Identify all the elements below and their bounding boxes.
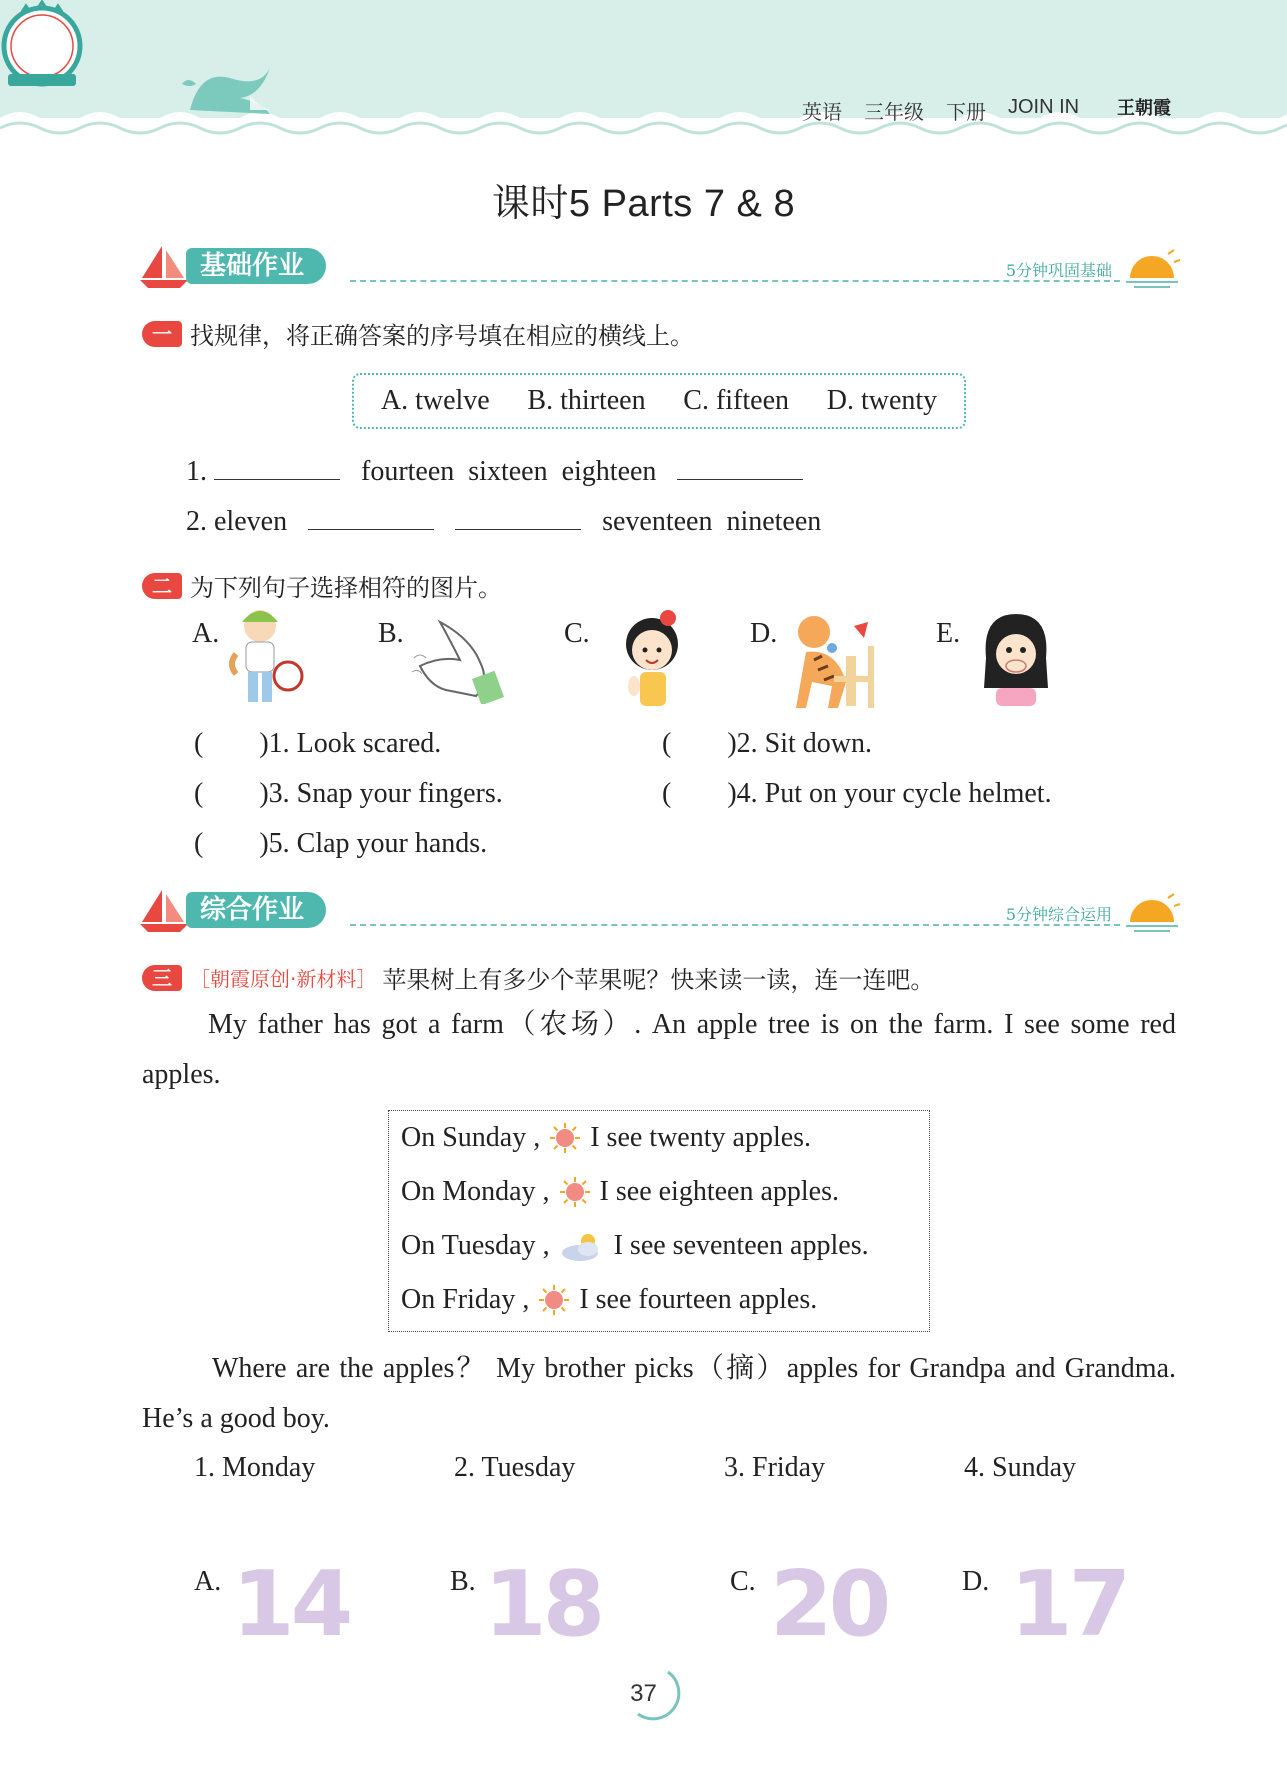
- q2-item-1[interactable]: [194, 728, 441, 760]
- match-option-3[interactable]: 3. Friday: [724, 1452, 826, 1483]
- sun-icon: [558, 1175, 592, 1209]
- section-label-comprehensive: 综合作业: [186, 892, 326, 928]
- sunrise-icon: [1124, 892, 1180, 936]
- header-band: [0, 0, 1287, 150]
- q1-line-1: [186, 456, 803, 488]
- question-number: 二: [142, 573, 182, 599]
- day-label: On Tuesday ,: [401, 1230, 550, 1261]
- header-subject: 英语: [802, 102, 842, 124]
- answer-blank[interactable]: [455, 508, 581, 530]
- section-bar-basic: [140, 244, 1180, 292]
- answer-label-d: D.: [962, 1566, 990, 1597]
- answer-number-d[interactable]: 17: [1010, 1552, 1128, 1657]
- q2-item-5[interactable]: [194, 828, 487, 860]
- cloudy-icon: [558, 1229, 606, 1263]
- picture-label-a: A.: [192, 618, 220, 649]
- snapping-fingers-icon: [410, 618, 506, 704]
- sentence-text: ( )2. Sit down.: [662, 728, 872, 759]
- sailboat-icon: [140, 888, 190, 934]
- section-divider: [350, 280, 1120, 282]
- question-instruction: 为下列句子选择相符的图片。: [190, 574, 502, 602]
- question-instruction: 苹果树上有多少个苹果呢？快来读一读，连一连吧。: [382, 966, 935, 994]
- question-number: 三: [142, 965, 182, 991]
- sentence-text: ( )4. Put on your cycle helmet.: [662, 778, 1052, 809]
- question-3-header: [142, 960, 934, 995]
- sentence-text: ( )5. Clap your hands.: [194, 828, 488, 859]
- choice-box: [352, 373, 966, 429]
- day-sentence: I see seventeen apples.: [613, 1230, 869, 1261]
- question-tag: ［朝霞原创·新材料］: [190, 967, 377, 991]
- brand-logo-text: 王朝霞: [1117, 98, 1171, 119]
- choice-a: A. twelve: [380, 385, 490, 416]
- answer-blank[interactable]: [677, 458, 803, 480]
- day-label: On Monday ,: [401, 1176, 550, 1207]
- day-row-sunday: [401, 1121, 811, 1155]
- answer-number-a[interactable]: 14: [232, 1552, 350, 1657]
- q1-line-2: [186, 506, 821, 538]
- scared-girl-icon: [978, 608, 1054, 712]
- page-title: 课时5 Parts 7 & 8: [491, 183, 796, 225]
- answer-label-b: B.: [450, 1566, 476, 1597]
- q2-item-2[interactable]: [662, 728, 872, 760]
- answer-number-c[interactable]: 20: [770, 1552, 888, 1657]
- question-number: 一: [142, 321, 182, 347]
- question-2-header: [142, 568, 502, 603]
- passage-intro: My father has got a farm（农场）. An apple tree is on the farm. I see some red apples.: [142, 1009, 1176, 1090]
- answer-label-a: A.: [194, 1566, 222, 1597]
- sequence-end: seventeen nineteen: [602, 506, 822, 537]
- match-option-2[interactable]: 2. Tuesday: [454, 1452, 576, 1483]
- choice-d: D. twenty: [826, 385, 938, 416]
- choice-b: B. thirteen: [527, 385, 646, 416]
- header-grade: 三年级: [864, 102, 924, 124]
- sequence-words: fourteen sixteen eighteen: [361, 456, 657, 487]
- sentence-text: ( )3. Snap your fingers.: [194, 778, 503, 809]
- sun-icon: [537, 1283, 571, 1317]
- sequence-start: eleven: [214, 506, 288, 537]
- sun-icon: [548, 1121, 582, 1155]
- section-hint-basic: 5分钟巩固基础: [1005, 261, 1112, 280]
- day-label: On Sunday ,: [401, 1122, 541, 1153]
- sunrise-icon: [1124, 248, 1180, 292]
- tiger-sitting-icon: [784, 606, 894, 712]
- match-option-1[interactable]: 1. Monday: [194, 1452, 316, 1483]
- header-term: 下册: [946, 102, 986, 124]
- line-number: 2.: [186, 506, 207, 537]
- answer-blank[interactable]: [214, 458, 340, 480]
- q2-item-3[interactable]: [194, 778, 503, 810]
- picture-label-e: E.: [936, 618, 961, 649]
- sailboat-icon: [140, 244, 190, 290]
- q2-item-4[interactable]: [662, 778, 1052, 810]
- day-sentence: I see fourteen apples.: [579, 1284, 818, 1315]
- match-option-4[interactable]: 4. Sunday: [964, 1452, 1076, 1483]
- question-1-header: [142, 316, 694, 351]
- brand-logo-icon: [0, 0, 84, 92]
- sentence-text: ( )1. Look scared.: [194, 728, 442, 759]
- choice-c: C. fifteen: [683, 385, 790, 416]
- days-box: [388, 1110, 930, 1332]
- header-series: JOIN IN: [1008, 96, 1080, 118]
- picture-label-d: D.: [750, 618, 778, 649]
- passage-outro: Where are the apples？ My brother picks（摘）apples for Grandpa and Grandma. He’s a good boy.: [142, 1353, 1176, 1434]
- section-divider: [350, 924, 1120, 926]
- header-info: [802, 96, 1079, 125]
- day-row-friday: [401, 1283, 817, 1317]
- section-hint-comprehensive: 5分钟综合运用: [1005, 905, 1112, 924]
- kid-with-helmet-icon: [224, 604, 308, 714]
- day-sentence: I see eighteen apples.: [599, 1176, 839, 1207]
- day-label: On Friday ,: [401, 1284, 530, 1315]
- day-row-tuesday: [401, 1229, 869, 1263]
- question-instruction: 找规律，将正确答案的序号填在相应的横线上。: [190, 322, 694, 350]
- answer-number-b[interactable]: 18: [484, 1552, 602, 1657]
- day-sentence: I see twenty apples.: [590, 1122, 812, 1153]
- girl-clapping-icon: [616, 604, 690, 716]
- picture-label-c: C.: [564, 618, 590, 649]
- answer-blank[interactable]: [308, 508, 434, 530]
- answer-label-c: C.: [730, 1566, 756, 1597]
- picture-label-b: B.: [378, 618, 404, 649]
- line-number: 1.: [186, 456, 207, 487]
- section-label-basic: 基础作业: [186, 248, 326, 284]
- section-bar-comprehensive: [140, 888, 1180, 936]
- day-row-monday: [401, 1175, 839, 1209]
- page-number: 37: [630, 1680, 657, 1707]
